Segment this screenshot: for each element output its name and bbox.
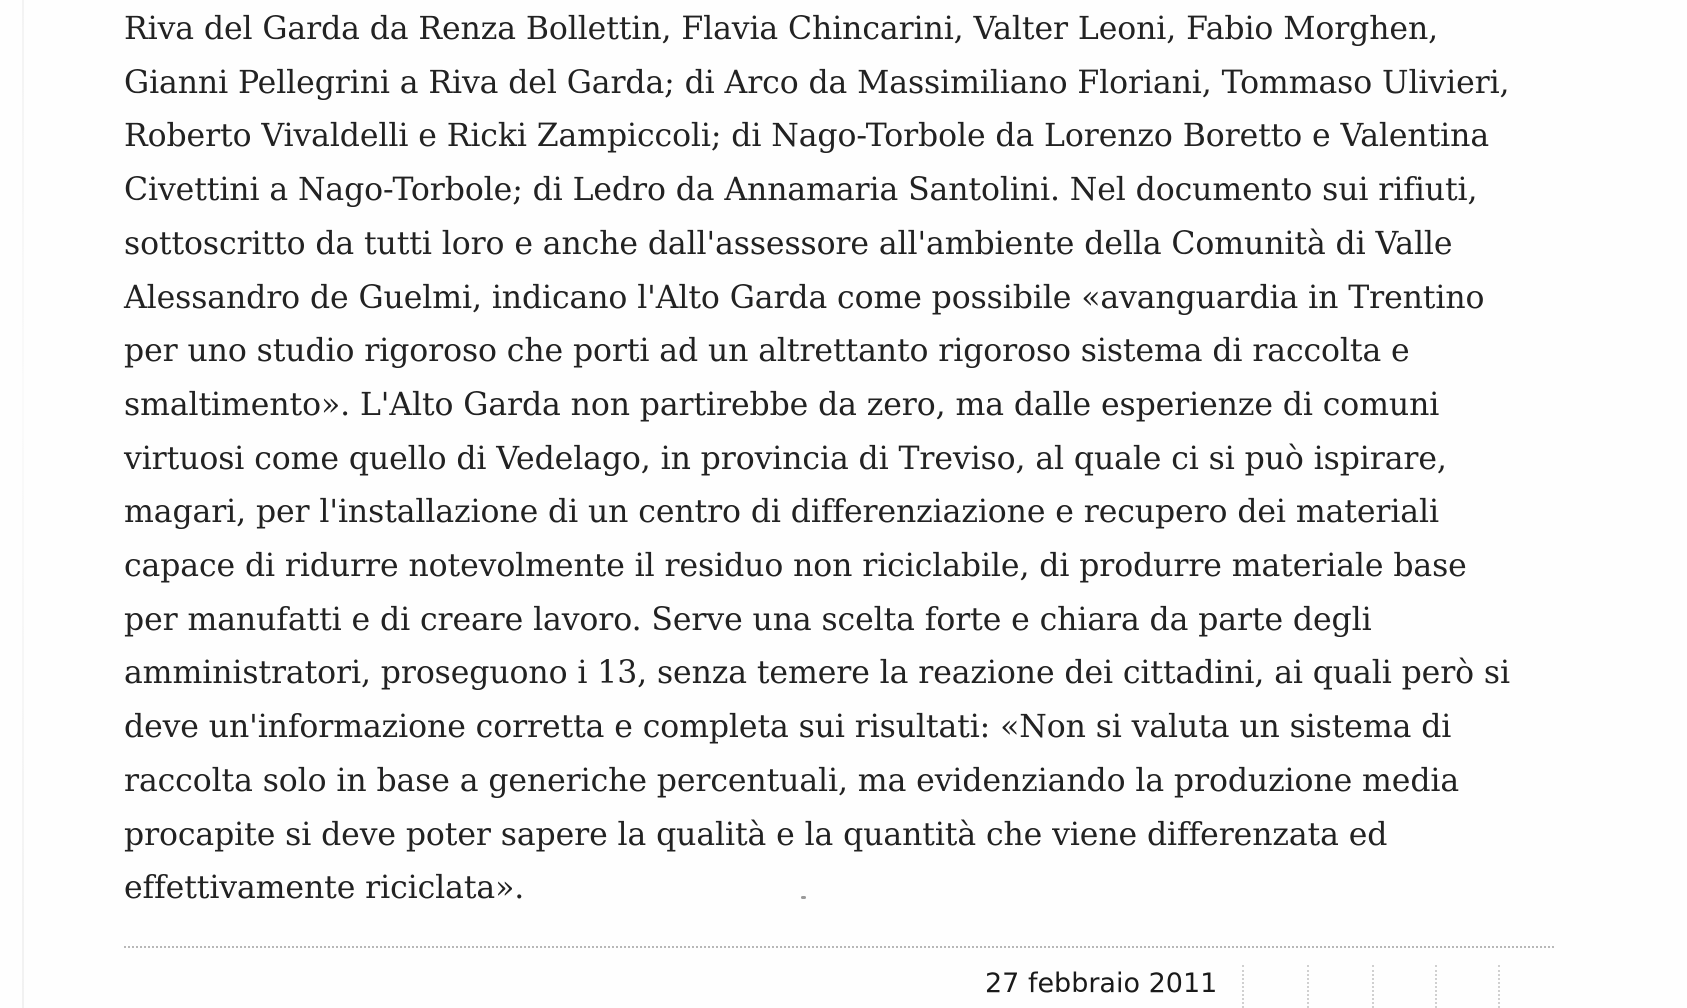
article-line-3: Roberto Vivaldelli e Ricki Zampiccoli; di Nago-Torbole da Lorenzo Boretto e Valentina (124, 118, 1489, 155)
column-guide (1498, 965, 1500, 1008)
article-body (124, 3, 1564, 916)
article-line-16: procapite si deve poter sapere la qualità e la quantità che viene differenzata ed (124, 816, 1388, 853)
footer-date-area (985, 965, 1585, 1008)
article-line-17: effettivamente riciclata». (124, 870, 525, 907)
scan-speck (801, 896, 806, 899)
article-line-11: capace di ridurre notevolmente il residuo non riciclabile, di produrre materiale base (124, 548, 1467, 585)
article-line-13: amministratori, proseguono i 13, senza temere la reazione dei cittadini, ai quali però si (124, 655, 1510, 692)
footer-divider (124, 946, 1554, 948)
article-line-7: per uno studio rigoroso che porti ad un altrettanto rigoroso sistema di raccolta e (124, 333, 1410, 370)
article-line-9: virtuosi come quello di Vedelago, in provincia di Treviso, al quale ci si può ispirare, (124, 440, 1447, 477)
article-line-4: Civettini a Nago-Torbole; di Ledro da Annamaria Santolini. Nel documento sui rifiuti, (124, 172, 1478, 209)
scan-edge-shadow (22, 0, 24, 1008)
article-line-15: raccolta solo in base a generiche percentuali, ma evidenziando la produzione media (124, 762, 1460, 799)
article-line-10: magari, per l'installazione di un centro di differenziazione e recupero dei materiali (124, 494, 1439, 531)
column-guide (1435, 965, 1437, 1008)
column-guide (1372, 965, 1374, 1008)
article-line-8: smaltimento». L'Alto Garda non partirebbe da zero, ma dalle esperienze di comuni (124, 386, 1440, 423)
article-line-14: deve un'informazione corretta e completa sui risultati: «Non si valuta un sistema di (124, 709, 1452, 746)
publication-date: 27 febbraio 2011 (985, 968, 1218, 999)
article-line-5: sottoscritto da tutti loro e anche dall'assessore all'ambiente della Comunità di Valle (124, 225, 1453, 262)
column-guide (1307, 965, 1309, 1008)
article-line-1: Riva del Garda da Renza Bollettin, Flavia Chincarini, Valter Leoni, Fabio Morghen, (124, 11, 1439, 47)
article-line-6: Alessandro de Guelmi, indicano l'Alto Garda come possibile «avanguardia in Trentino (124, 279, 1485, 316)
article-line-2: Gianni Pellegrini a Riva del Garda; di Arco da Massimiliano Floriani, Tommaso Ulivieri, (124, 64, 1510, 101)
column-guide (1242, 965, 1244, 1008)
article-line-12: per manufatti e di creare lavoro. Serve una scelta forte e chiara da parte degli (124, 601, 1372, 638)
